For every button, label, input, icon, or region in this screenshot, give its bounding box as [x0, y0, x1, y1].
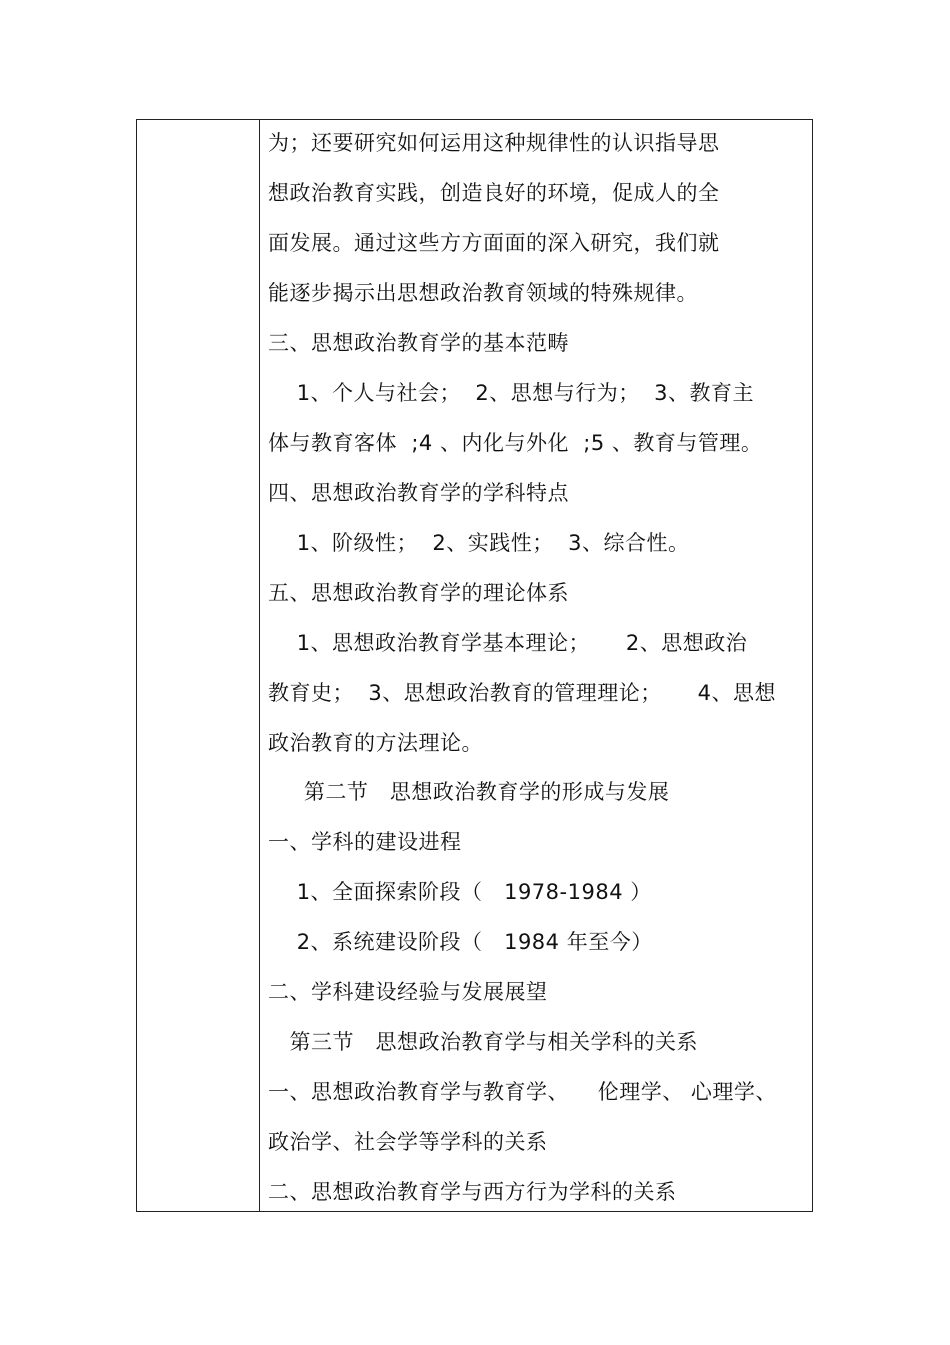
text-line: 能逐步揭示出思想政治教育领域的特殊规律。	[268, 281, 698, 305]
section-heading: 五、思想政治教育学的理论体系	[268, 581, 569, 605]
chapter-section-title: 第三节 思想政治教育学与相关学科的关系	[268, 1030, 699, 1054]
text-line: 政治学、社会学等学科的关系	[268, 1130, 548, 1154]
section-heading: 一、学科的建设进程	[268, 830, 462, 854]
text-line: 为；还要研究如何运用这种规律性的认识指导思	[268, 131, 720, 155]
text-line: 政治教育的方法理论。	[268, 731, 483, 755]
text-line: 体与教育客体 ;4 、内化与外化 ;5 、教育与管理。	[268, 431, 763, 455]
text-line: 1、思想政治教育学基本理论； 2、思想政治	[268, 631, 748, 655]
section-heading: 二、思想政治教育学与西方行为学科的关系	[268, 1180, 677, 1204]
section-heading: 一、思想政治教育学与教育学、 伦理学、 心理学、	[268, 1080, 777, 1104]
section-heading: 二、学科建设经验与发展展望	[268, 980, 548, 1004]
section-heading: 四、思想政治教育学的学科特点	[268, 481, 569, 505]
text-line: 1、个人与社会； 2、思想与行为； 3、教育主	[268, 381, 754, 405]
text-line: 教育史； 3、思想政治教育的管理理论； 4、思想	[268, 681, 776, 705]
table-left-column	[137, 120, 260, 1211]
section-heading: 三、思想政治教育学的基本范畴	[268, 331, 569, 355]
text-line: 1、全面探索阶段（ 1978-1984 ）	[268, 880, 652, 904]
text-line: 2、系统建设阶段（ 1984 年至今）	[268, 930, 653, 954]
text-line: 面发展。通过这些方方面面的深入研究，我们就	[268, 231, 720, 255]
text-line: 想政治教育实践，创造良好的环境，促成人的全	[268, 181, 720, 205]
chapter-section-title: 第二节 思想政治教育学的形成与发展	[268, 780, 670, 804]
text-line: 1、阶级性； 2、实践性； 3、综合性。	[268, 531, 690, 555]
